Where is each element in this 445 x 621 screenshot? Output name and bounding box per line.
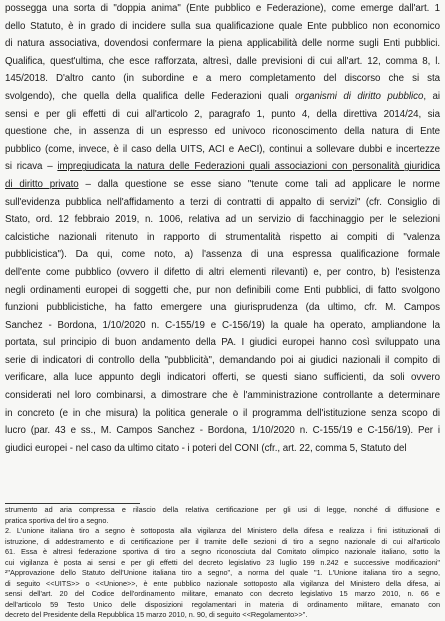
body-line: [5, 106, 440, 124]
body-line: [5, 369, 440, 387]
body-line: [5, 229, 440, 247]
text-run: verificare, alla luce appunto degli indicatori offerti, se questi siano sufficienti, da soli ovvero: [5, 372, 440, 384]
text-run: possegga una sorta di "doppia anima" (Ente pubblico e Federazione), come emerge dall'art. 1: [5, 3, 440, 14]
body-line: [5, 246, 440, 264]
text-run: di natura associativa, dovendosi confermare la piena applicabilità delle norme sugli Enti pubblici.: [5, 38, 440, 50]
text-run: Sanchez - Bordona, 1/10/2020 n. C-155/19 e C-156/19) la quale ha operato, ampliandone la: [5, 319, 440, 331]
text-run: 145/2018. D'altro canto (in subordine e a mero completamento del discorso che si sta: [5, 73, 440, 85]
footnote-line: di seguito <<UITS>> o <<Unione>>, è ente pubblico nazionale sottoposto alla vigilanza del Ministero della difesa, ai: [5, 578, 440, 588]
text-run: si ricava –: [5, 161, 58, 173]
footnotes: [5, 505, 440, 621]
body-line: [5, 352, 440, 370]
body-line: [5, 194, 440, 212]
body-line: [5, 282, 440, 300]
footnote-line: decreto del Presidente della Repubblica 15 marzo 2010, n. 90, di seguito <<Regolamento>>".: [5, 610, 308, 620]
body-line: [5, 176, 440, 194]
body-line: [5, 422, 440, 440]
text-run: – dalla questione se esse siano "tenute come tali ad applicare le norme: [78, 178, 440, 190]
text-run: sull'evidenza pubblica nell'affidamento a terzi di contratti di appalto di servizi" (cfr. Consiglio di: [5, 196, 440, 208]
body-line: [5, 53, 440, 71]
text-run: pubblicistica"). Da qui, come noto, a) l'assenza di una espressa qualificazione formale: [5, 249, 440, 261]
text-run: giudici europei - nel caso da ultimo citato - i poteri del CONI (cfr., art. 22, comma 5, Statuto del: [5, 442, 407, 454]
body-line: [5, 440, 440, 458]
footnote-line: sensi dell'art. 20 del Codice dell'ordinamento militare, emanato con decreto legislativo 15 marzo 2010, n. 66 e: [5, 589, 440, 599]
body-line: [5, 35, 440, 53]
text-run: in concreto (e in che misura) la politica generale o il programma dell'istituzione senza scopo di: [5, 407, 440, 419]
text-run: Stato, ord. 12 febbraio 2019, n. 1006, relativa ad un servizio di facchinaggio per le selezioni: [5, 214, 440, 226]
footnote-separator: [5, 503, 140, 504]
text-run: negli ordinamenti europei di soggetti che, pur non definibili come Enti pubblici, di fatto svolgono: [5, 284, 440, 296]
body-text: [5, 0, 440, 457]
body-line: [5, 211, 440, 229]
text-run: funzioni pubblicistiche, ha fatto emergere una giurisprudenza (da ultimo, cfr. M. Campos: [5, 302, 440, 314]
body-line: [5, 70, 440, 88]
text-run: questione che, in assenza di un espresso ed univoco riconoscimento della natura di Ente: [5, 126, 440, 138]
body-line: [5, 334, 440, 352]
text-run: dello Statuto, è in grado di incidere sulla sua qualificazione quale Ente pubblico non economico: [5, 20, 440, 32]
footnote-line: ²"Approvazione dello Statuto dell'Unione italiana tiro a segno", a norma del quale "1. L'Unione italiana tiro a segno,: [5, 568, 440, 578]
body-line: [5, 88, 440, 106]
footnote-line: pratica sportiva del tiro a segno.: [5, 515, 109, 525]
body-line: [5, 317, 440, 335]
text-run: svolgendo), che quella della qualifica delle Federazioni quali: [5, 90, 296, 102]
footnote-line: istruzione, di addestramento e di certificazione per il tramite delle sezioni di tiro a segno nazionale di cui all'articolo: [5, 536, 440, 546]
footnote-line: 2. L'unione italiana tiro a segno è sottoposta alla vigilanza del Ministero della difesa e realizza i fini istituzionali di: [5, 526, 440, 536]
text-run: lucro (par. 43 e ss., M. Campos Sanchez - Bordona, 1/10/2020 n. C-155/19 e C-156/19). Per i: [5, 425, 440, 437]
text-run: , ai: [423, 90, 441, 102]
text-run: portata, sul principio di buon andamento della PA. I giudici europei hanno così sviluppato una: [5, 337, 440, 349]
body-line: [5, 299, 440, 317]
text-run: serie di indicatori di controllo della "pubblicità", demandando poi ai giudici nazionali il compito di: [5, 354, 440, 366]
underlined-text: di diritto privato: [5, 178, 79, 190]
footnote-line: cui vigilanza è posta ai sensi e per gli effetti del decreto legislativo 23 luglio 199 n.242 e successive modificazioni": [5, 557, 440, 567]
body-line: [5, 0, 440, 18]
text-run: Qualifica, quest'ultima, che esce rafforzata, altresì, dalle previsioni di cui all'art. 12, comma 8, l.: [5, 55, 440, 67]
footnote-line: dell'articolo 59 Testo Unico delle disposizioni regolamentari in materia di ordinamento militare, emanato con: [5, 599, 440, 609]
body-line: [5, 18, 440, 36]
body-line: [5, 264, 440, 282]
body-line: [5, 141, 440, 159]
underlined-text: impregiudicata la natura delle Federazioni quali associazioni con personalità giuridica: [57, 161, 440, 173]
text-run: sensi e per gli effetti di cui all'articolo 2, paragrafo 1, punto 4, della direttiva 2014/24, sia: [5, 108, 440, 120]
footnote-line: 61. Essa è altresì federazione sportiva di tiro a segno riconosciuta dal Comitato olimpico nazionale italiano, sotto la: [5, 547, 440, 557]
text-run: calcistiche nazionali ritenuto in rapporto di strumentalità rispetto ai compiti di "valenza: [5, 231, 440, 243]
body-line: [5, 123, 440, 141]
text-run: considerati nel loro combinarsi, a dimostrare che è l'amministrazione controllante a determinare: [5, 390, 440, 402]
body-line: [5, 387, 440, 405]
body-line: [5, 158, 440, 176]
body-line: [5, 405, 440, 423]
text-run: pubblico (come, invece, è il caso della UITS, ACI e AeCI), continui a sollevare dubbi e incertezze: [5, 143, 440, 155]
footnote-line: strumento ad aria compressa e rilascio della relativa certificazione per gli usi di legge, nonché di diffusione e: [5, 505, 440, 514]
text-run: dell'ente come pubblico (ovvero il difetto di altri elementi rilevanti) e, per contro, b) l'esistenza: [5, 266, 440, 278]
italic-text: organismi di diritto pubblico: [295, 90, 424, 102]
